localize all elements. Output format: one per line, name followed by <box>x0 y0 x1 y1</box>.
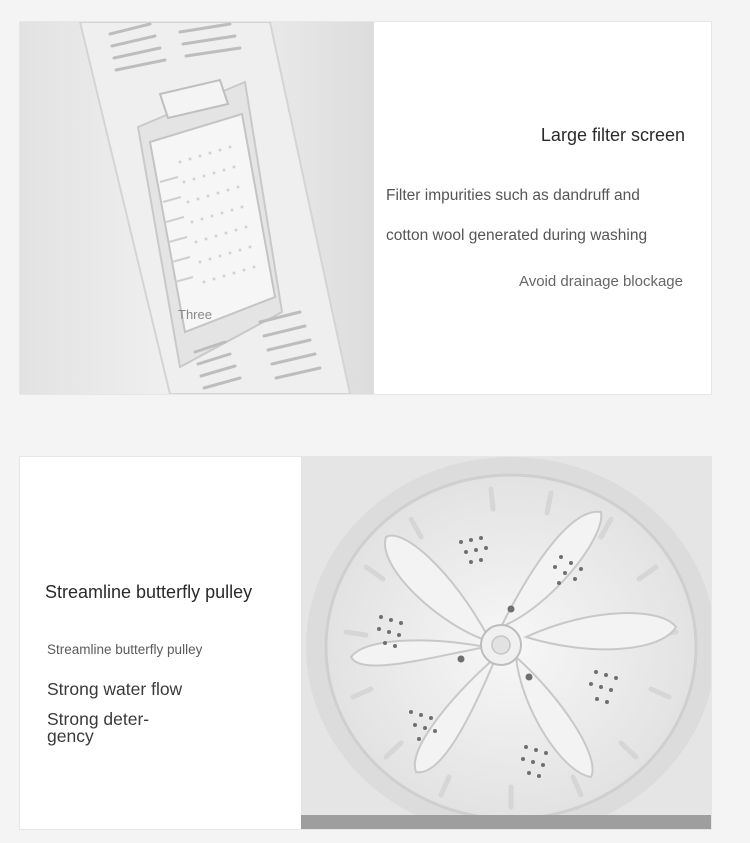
filter-desc-line1: Filter impurities such as dandruff and <box>386 187 640 204</box>
pulley-title: Streamline butterfly pulley <box>45 582 253 602</box>
pulley-photo <box>301 457 711 829</box>
filter-screen-photo <box>20 22 374 394</box>
feature-detergency-line2: gency <box>47 726 94 746</box>
feature-detergency-line1: Strong deter- <box>47 709 150 729</box>
filter-screen-card <box>19 21 712 395</box>
filter-desc-line2: cotton wool generated during washing <box>386 227 648 244</box>
overlay-label: Three <box>178 307 212 322</box>
filter-desc-line3: Avoid drainage blockage <box>518 273 683 290</box>
pulley-subtitle: Streamline butterfly pulley <box>47 642 203 657</box>
pulley-card <box>19 456 712 830</box>
pulley-illustration <box>301 457 711 829</box>
filter-title: Large filter screen <box>540 125 685 145</box>
filter-illustration <box>20 22 374 394</box>
feature-water-flow: Strong water flow <box>47 679 183 699</box>
